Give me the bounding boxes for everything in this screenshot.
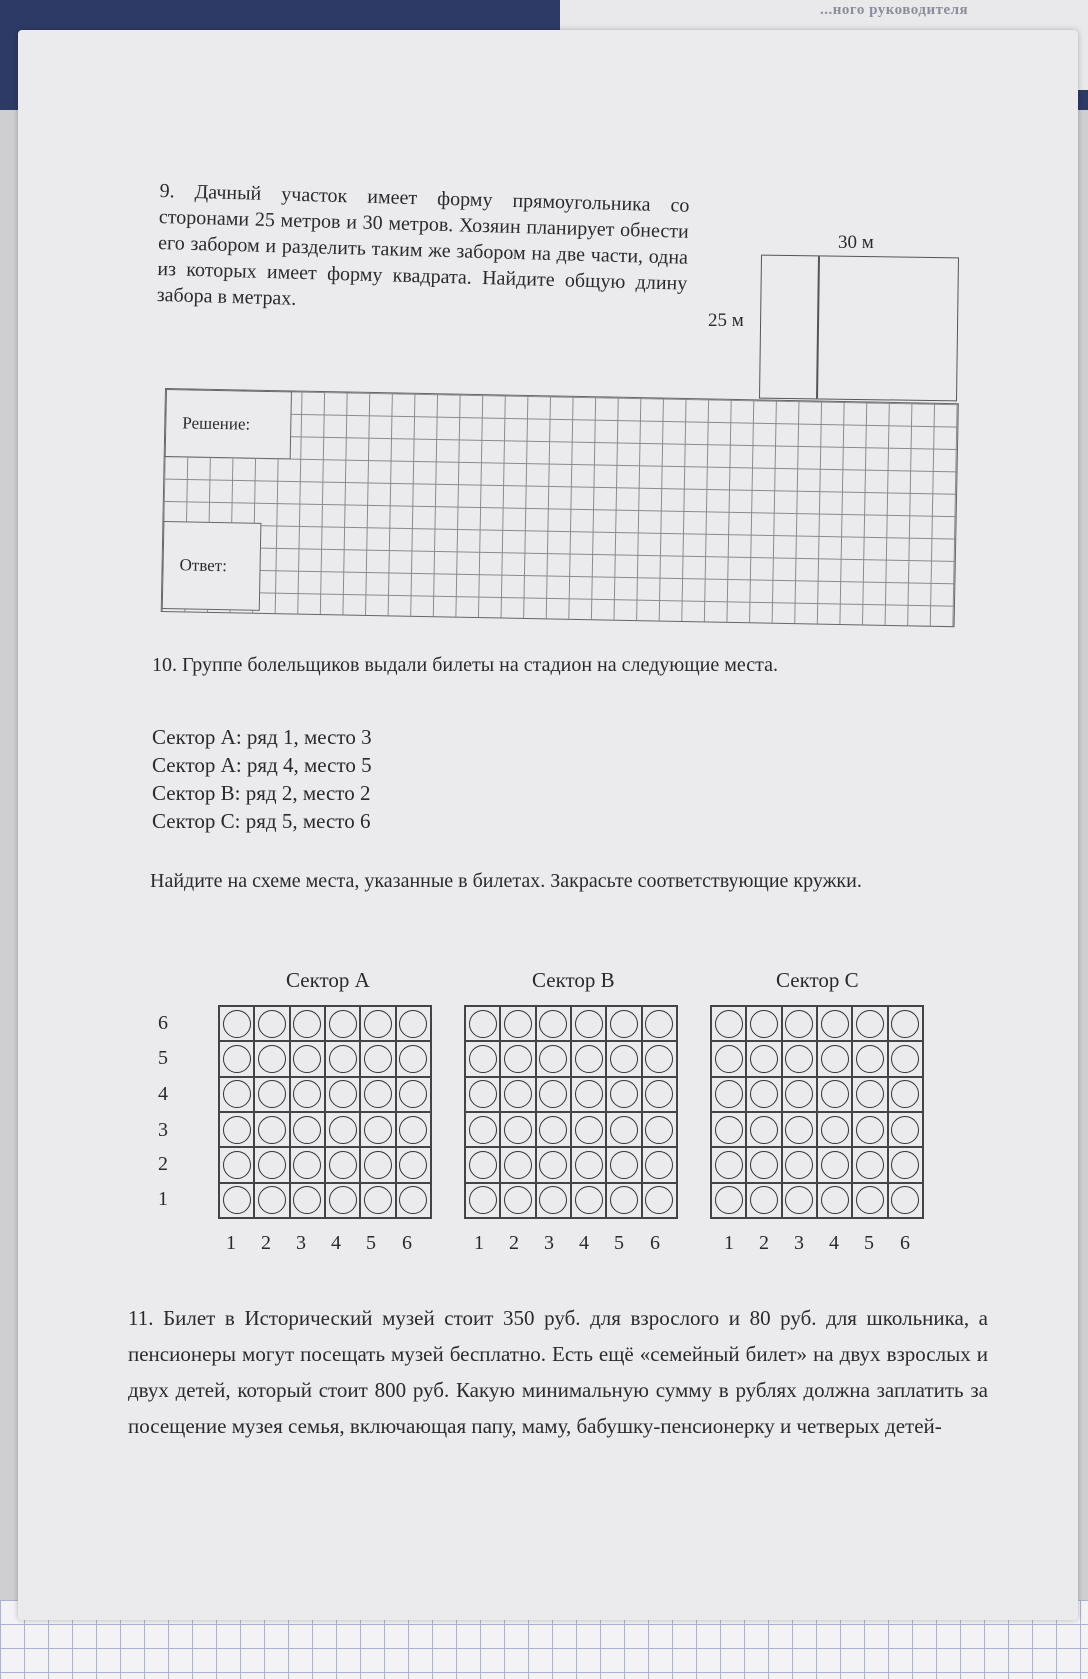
seat-cell[interactable] [642,1041,677,1076]
seat-cell[interactable] [782,1183,817,1218]
seat-circle[interactable] [399,1010,427,1038]
seat-cell[interactable] [290,1147,325,1182]
seat-circle[interactable] [329,1010,357,1038]
seat-cell[interactable] [606,1077,641,1112]
seat-circle[interactable] [469,1186,497,1214]
seat-circle[interactable] [258,1151,286,1179]
plot-diagram [759,255,959,402]
seat-circle[interactable] [504,1151,532,1179]
seat-circle[interactable] [469,1080,497,1108]
answer-label: Ответ: [162,521,262,611]
seat-circle[interactable] [575,1045,603,1073]
seat-cell[interactable] [396,1041,431,1076]
seat-cell[interactable] [290,1077,325,1112]
plot-width-label: 30 м [838,232,874,253]
seat-circle[interactable] [293,1116,321,1144]
seat-cell[interactable] [817,1147,852,1182]
seat-cell[interactable] [465,1041,500,1076]
sector-c-title: Сектор С [776,968,859,992]
seat-cell[interactable] [571,1112,606,1147]
plot-divider-line [816,256,819,398]
seat-circle[interactable] [715,1151,743,1179]
seat-circle[interactable] [399,1045,427,1073]
seat-circle[interactable] [223,1116,251,1144]
seat-cell[interactable] [254,1077,289,1112]
seat-cell[interactable] [396,1077,431,1112]
seat-cell[interactable] [360,1077,395,1112]
seat-circle[interactable] [785,1045,813,1073]
seat-circle[interactable] [469,1116,497,1144]
seat-cell[interactable] [746,1077,781,1112]
seat-circle[interactable] [399,1116,427,1144]
seat-circle[interactable] [891,1010,919,1038]
seat-circle[interactable] [715,1116,743,1144]
seat-cell[interactable] [219,1183,254,1218]
seat-circle[interactable] [610,1045,638,1073]
seat-cell[interactable] [219,1041,254,1076]
seat-cell[interactable] [571,1147,606,1182]
seat-cell[interactable] [642,1112,677,1147]
seat-circle[interactable] [785,1116,813,1144]
plot-height-label: 25 м [708,310,744,331]
seat-cell[interactable] [711,1147,746,1182]
solution-label: Решение: [165,389,292,459]
seat-circle[interactable] [539,1116,567,1144]
seat-circle[interactable] [856,1080,884,1108]
col-label: 1 [226,1232,236,1254]
seat-cell[interactable] [782,1041,817,1076]
seat-cell[interactable] [360,1006,395,1041]
seat-cell[interactable] [817,1006,852,1041]
seat-cell[interactable] [852,1147,887,1182]
seat-circle[interactable] [504,1186,532,1214]
seat-cell[interactable] [396,1183,431,1218]
seat-ticket: Сектор В: ряд 2, место 2 [152,781,371,805]
seat-circle[interactable] [715,1080,743,1108]
seat-circle[interactable] [645,1045,673,1073]
seat-circle[interactable] [750,1151,778,1179]
sector-b-grid [464,1005,678,1219]
seat-circle[interactable] [750,1186,778,1214]
col-label: 5 [614,1232,624,1254]
seat-cell[interactable] [711,1006,746,1041]
col-label: 1 [474,1232,484,1254]
seat-cell[interactable] [254,1183,289,1218]
seat-cell[interactable] [325,1006,360,1041]
seat-cell[interactable] [290,1041,325,1076]
seat-cell[interactable] [746,1147,781,1182]
col-label: 6 [402,1232,412,1254]
seat-cell[interactable] [396,1147,431,1182]
col-label: 4 [829,1232,839,1254]
seat-cell[interactable] [536,1147,571,1182]
seat-circle[interactable] [329,1080,357,1108]
seat-circle[interactable] [856,1045,884,1073]
seat-cell[interactable] [500,1183,535,1218]
seat-cell[interactable] [536,1077,571,1112]
seat-circle[interactable] [293,1080,321,1108]
seat-circle[interactable] [258,1045,286,1073]
seat-circle[interactable] [469,1151,497,1179]
seat-cell[interactable] [219,1006,254,1041]
seat-circle[interactable] [750,1080,778,1108]
seat-cell[interactable] [746,1112,781,1147]
seat-circle[interactable] [856,1116,884,1144]
seat-circle[interactable] [223,1186,251,1214]
seat-ticket: Сектор А: ряд 1, место 3 [152,725,372,749]
seat-cell[interactable] [852,1041,887,1076]
seat-circle[interactable] [223,1045,251,1073]
seat-cell[interactable] [325,1041,360,1076]
seat-cell[interactable] [465,1077,500,1112]
seat-cell[interactable] [465,1006,500,1041]
seat-cell[interactable] [465,1183,500,1218]
seat-circle[interactable] [821,1010,849,1038]
col-label: 4 [579,1232,589,1254]
seat-cell[interactable] [254,1147,289,1182]
col-label: 4 [331,1232,341,1254]
seat-circle[interactable] [645,1116,673,1144]
seat-circle[interactable] [223,1010,251,1038]
seat-circle[interactable] [715,1010,743,1038]
seat-circle[interactable] [539,1151,567,1179]
seat-circle[interactable] [750,1010,778,1038]
seat-circle[interactable] [891,1045,919,1073]
seat-circle[interactable] [293,1010,321,1038]
seat-circle[interactable] [645,1080,673,1108]
seat-cell[interactable] [571,1041,606,1076]
seat-cell[interactable] [465,1147,500,1182]
seat-circle[interactable] [575,1151,603,1179]
seat-cell[interactable] [396,1112,431,1147]
seat-cell[interactable] [500,1041,535,1076]
seat-circle[interactable] [821,1045,849,1073]
sector-c-grid [710,1005,924,1219]
seat-circle[interactable] [821,1151,849,1179]
col-label: 6 [900,1232,910,1254]
seat-cell[interactable] [746,1183,781,1218]
seat-cell[interactable] [219,1112,254,1147]
seat-circle[interactable] [504,1045,532,1073]
seat-circle[interactable] [575,1186,603,1214]
seat-circle[interactable] [329,1151,357,1179]
seat-circle[interactable] [539,1080,567,1108]
seat-circle[interactable] [293,1186,321,1214]
seat-circle[interactable] [575,1080,603,1108]
row-label: 6 [158,1012,168,1034]
seat-circle[interactable] [821,1186,849,1214]
seat-circle[interactable] [364,1080,392,1108]
sector-b-title: Сектор В [532,968,615,992]
seat-cell[interactable] [290,1183,325,1218]
row-label: 1 [158,1188,168,1210]
seat-circle[interactable] [575,1010,603,1038]
seat-circle[interactable] [856,1186,884,1214]
seat-circle[interactable] [645,1186,673,1214]
seat-circle[interactable] [258,1010,286,1038]
seat-circle[interactable] [891,1116,919,1144]
seat-circle[interactable] [750,1116,778,1144]
seat-cell[interactable] [325,1147,360,1182]
seat-circle[interactable] [785,1010,813,1038]
seat-cell[interactable] [642,1077,677,1112]
seat-circle[interactable] [539,1186,567,1214]
seat-circle[interactable] [610,1186,638,1214]
seat-cell[interactable] [746,1041,781,1076]
seat-circle[interactable] [469,1045,497,1073]
seat-cell[interactable] [817,1183,852,1218]
sector-a-title: Сектор А [286,968,370,992]
seat-cell[interactable] [536,1183,571,1218]
seat-circle[interactable] [329,1186,357,1214]
seat-circle[interactable] [258,1186,286,1214]
seat-circle[interactable] [258,1080,286,1108]
task10-instruction: Найдите на схеме места, указанные в билетах. Закрасьте соответствующие кружки. [150,870,862,892]
col-label: 1 [724,1232,734,1254]
seat-cell[interactable] [888,1077,923,1112]
seat-cell[interactable] [219,1077,254,1112]
seat-cell[interactable] [290,1006,325,1041]
seat-circle[interactable] [399,1186,427,1214]
seat-circle[interactable] [223,1080,251,1108]
seat-circle[interactable] [785,1151,813,1179]
seat-circle[interactable] [364,1045,392,1073]
seat-circle[interactable] [364,1010,392,1038]
seat-cell[interactable] [536,1006,571,1041]
seat-cell[interactable] [817,1112,852,1147]
seat-circle[interactable] [539,1045,567,1073]
seat-cell[interactable] [888,1147,923,1182]
seat-cell[interactable] [219,1147,254,1182]
seat-cell[interactable] [606,1147,641,1182]
seat-circle[interactable] [610,1080,638,1108]
seat-cell[interactable] [888,1183,923,1218]
seat-cell[interactable] [571,1006,606,1041]
col-label: 6 [650,1232,660,1254]
col-label: 2 [509,1232,519,1254]
seat-cell[interactable] [606,1183,641,1218]
seat-circle[interactable] [856,1010,884,1038]
col-label: 3 [296,1232,306,1254]
seat-cell[interactable] [536,1112,571,1147]
col-label: 2 [261,1232,271,1254]
seat-cell[interactable] [325,1183,360,1218]
seat-cell[interactable] [360,1183,395,1218]
seat-cell[interactable] [606,1006,641,1041]
seat-cell[interactable] [888,1041,923,1076]
seat-cell[interactable] [711,1041,746,1076]
seat-circle[interactable] [821,1080,849,1108]
seat-circle[interactable] [399,1151,427,1179]
seat-circle[interactable] [329,1045,357,1073]
seat-circle[interactable] [293,1151,321,1179]
seat-cell[interactable] [571,1077,606,1112]
seat-cell[interactable] [360,1112,395,1147]
solution-answer-grid[interactable] [161,388,959,627]
seat-cell[interactable] [325,1077,360,1112]
seat-cell[interactable] [290,1112,325,1147]
seat-cell[interactable] [360,1041,395,1076]
seat-cell[interactable] [500,1077,535,1112]
seat-circle[interactable] [821,1116,849,1144]
seat-circle[interactable] [856,1151,884,1179]
row-label: 3 [158,1119,168,1141]
col-label: 3 [544,1232,554,1254]
seat-circle[interactable] [610,1010,638,1038]
seat-circle[interactable] [645,1151,673,1179]
seat-cell[interactable] [817,1077,852,1112]
seat-cell[interactable] [888,1112,923,1147]
seat-cell[interactable] [746,1006,781,1041]
seat-ticket: Сектор А: ряд 4, место 5 [152,753,372,777]
seat-cell[interactable] [465,1112,500,1147]
seat-circle[interactable] [610,1151,638,1179]
seat-cell[interactable] [500,1112,535,1147]
seat-cell[interactable] [782,1077,817,1112]
seat-circle[interactable] [575,1116,603,1144]
seat-cell[interactable] [360,1147,395,1182]
seat-circle[interactable] [364,1151,392,1179]
backdrop-header-text: ...ного руководителя [820,2,969,18]
seat-circle[interactable] [329,1116,357,1144]
seat-cell[interactable] [254,1041,289,1076]
row-label: 2 [158,1153,168,1175]
seat-circle[interactable] [504,1116,532,1144]
col-label: 3 [794,1232,804,1254]
seat-cell[interactable] [396,1006,431,1041]
seat-cell[interactable] [606,1041,641,1076]
seat-cell[interactable] [852,1183,887,1218]
seat-circle[interactable] [715,1186,743,1214]
seat-circle[interactable] [785,1186,813,1214]
seat-circle[interactable] [364,1116,392,1144]
seat-cell[interactable] [852,1006,887,1041]
seat-circle[interactable] [645,1010,673,1038]
seat-cell[interactable] [642,1006,677,1041]
task9-text: 9. Дачный участок имеет форму прямоугольника со сторонами 25 метров и 30 метров. Хозяин планирует обнести его забором и разделить таким же забором на две части, одна из которых имеет форму квадрата. Найдите общую длину забора в метрах. [156,179,690,310]
seat-circle[interactable] [258,1116,286,1144]
seat-circle[interactable] [715,1045,743,1073]
seat-cell[interactable] [642,1147,677,1182]
seat-cell[interactable] [782,1147,817,1182]
seat-cell[interactable] [711,1183,746,1218]
seat-circle[interactable] [610,1116,638,1144]
row-label: 4 [158,1083,168,1105]
seat-cell[interactable] [888,1006,923,1041]
seat-circle[interactable] [785,1080,813,1108]
seat-cell[interactable] [852,1077,887,1112]
seat-cell[interactable] [571,1183,606,1218]
seat-cell[interactable] [711,1077,746,1112]
col-label: 5 [366,1232,376,1254]
seat-circle[interactable] [293,1045,321,1073]
seat-cell[interactable] [606,1112,641,1147]
seat-circle[interactable] [891,1080,919,1108]
seat-circle[interactable] [504,1080,532,1108]
row-label: 5 [158,1047,168,1069]
seat-circle[interactable] [399,1080,427,1108]
seat-circle[interactable] [539,1010,567,1038]
seat-circle[interactable] [364,1186,392,1214]
seat-cell[interactable] [254,1112,289,1147]
col-label: 2 [759,1232,769,1254]
seat-cell[interactable] [254,1006,289,1041]
task11-text: 11. Билет в Исторический музей стоит 350 руб. для взрослого и 80 руб. для школьника, а пенсионеры могут посещать музей бесплатно. Есть ещё «семейный билет» на двух взрослых и двух детей, который стоит 800 руб. Какую минимальную сумму в рублях должна заплатить за посещение музея семья, включающая папу, маму, бабушку-пенсионерку и четверых детей- [128,1306,988,1438]
seat-cell[interactable] [782,1006,817,1041]
seat-ticket: Сектор С: ряд 5, место 6 [152,809,371,833]
seat-circle[interactable] [504,1010,532,1038]
seat-circle[interactable] [891,1186,919,1214]
seat-cell[interactable] [500,1006,535,1041]
task10-text: 10. Группе болельщиков выдали билеты на стадион на следующие места. [152,654,778,676]
seat-cell[interactable] [782,1112,817,1147]
seat-cell[interactable] [817,1041,852,1076]
seat-circle[interactable] [223,1151,251,1179]
seat-circle[interactable] [750,1045,778,1073]
col-label: 5 [864,1232,874,1254]
seat-cell[interactable] [325,1112,360,1147]
seat-cell[interactable] [852,1112,887,1147]
seat-cell[interactable] [642,1183,677,1218]
seat-cell[interactable] [711,1112,746,1147]
sector-a-grid [218,1005,432,1219]
seat-circle[interactable] [891,1151,919,1179]
seat-circle[interactable] [469,1010,497,1038]
seat-cell[interactable] [536,1041,571,1076]
seat-cell[interactable] [500,1147,535,1182]
